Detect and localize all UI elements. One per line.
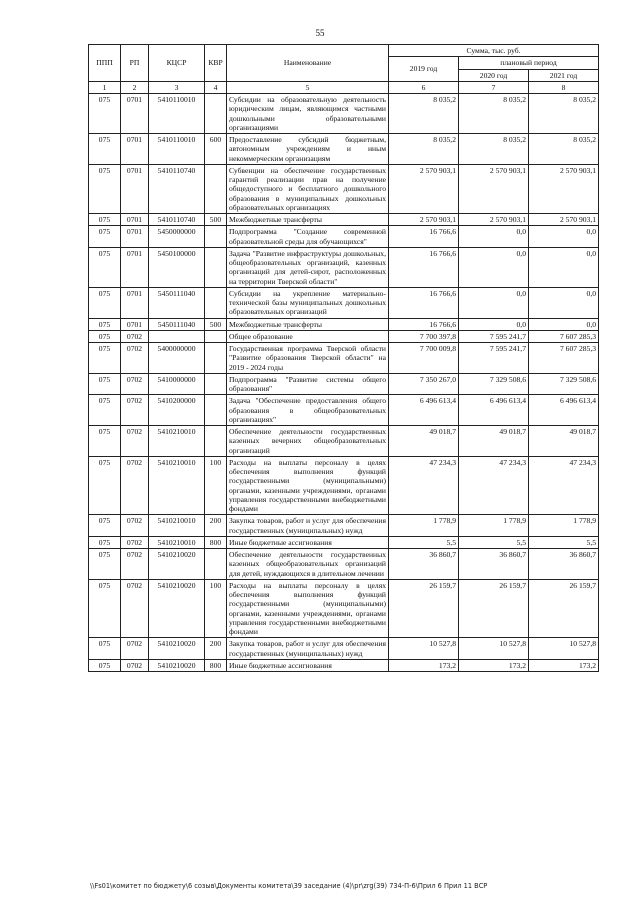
table-row <box>89 638 599 660</box>
column-number-row <box>89 81 599 93</box>
cell-2020: 8 035,2 <box>459 134 529 165</box>
cell-2021: 0,0 <box>529 247 599 287</box>
cell-2021: 1 778,9 <box>529 515 599 537</box>
cell-2021: 6 496 613,4 <box>529 395 599 426</box>
cell-2020: 47 234,3 <box>459 456 529 515</box>
cell-kvr: 800 <box>205 536 227 548</box>
cell-kvr: 100 <box>205 456 227 515</box>
header-kvr: КВР <box>205 45 227 82</box>
column-number: 7 <box>459 81 529 93</box>
cell-kcsr: 5410210010 <box>149 456 205 515</box>
cell-name: Задача "Обеспечение предоставления общего образования в общеобразовательных организациях" <box>227 395 389 426</box>
table-row <box>89 226 599 248</box>
table-row <box>89 426 599 457</box>
cell-kcsr <box>149 330 205 342</box>
header-ppp: ППП <box>89 45 121 82</box>
cell-2021: 7 607 285,3 <box>529 330 599 342</box>
cell-ppp: 075 <box>89 638 121 660</box>
cell-kcsr: 5450000000 <box>149 226 205 248</box>
cell-2021: 47 234,3 <box>529 456 599 515</box>
cell-2021: 10 527,8 <box>529 638 599 660</box>
cell-rp: 0702 <box>121 456 149 515</box>
cell-2021: 8 035,2 <box>529 94 599 134</box>
cell-rp: 0701 <box>121 214 149 226</box>
cell-ppp: 075 <box>89 318 121 330</box>
table-row <box>89 373 599 395</box>
column-number: 5 <box>227 81 389 93</box>
cell-2021: 8 035,2 <box>529 134 599 165</box>
cell-rp: 0701 <box>121 164 149 213</box>
cell-ppp: 075 <box>89 164 121 213</box>
cell-kcsr: 5410210020 <box>149 549 205 580</box>
cell-kcsr: 5410210020 <box>149 659 205 671</box>
table-row <box>89 330 599 342</box>
cell-2021: 173,2 <box>529 659 599 671</box>
cell-name: Подпрограмма "Развитие системы общего образования" <box>227 373 389 395</box>
cell-kvr: 200 <box>205 638 227 660</box>
cell-2021: 2 570 903,1 <box>529 164 599 213</box>
cell-ppp: 075 <box>89 214 121 226</box>
cell-rp: 0701 <box>121 226 149 248</box>
cell-2021: 49 018,7 <box>529 426 599 457</box>
cell-kvr <box>205 94 227 134</box>
cell-kcsr: 5410210020 <box>149 638 205 660</box>
page-number: 55 <box>315 28 325 38</box>
cell-rp: 0701 <box>121 94 149 134</box>
table-row <box>89 579 599 638</box>
cell-kvr: 500 <box>205 318 227 330</box>
cell-2020: 7 329 508,6 <box>459 373 529 395</box>
cell-kvr <box>205 426 227 457</box>
table-row <box>89 134 599 165</box>
cell-rp: 0702 <box>121 373 149 395</box>
cell-2020: 2 570 903,1 <box>459 214 529 226</box>
cell-ppp: 075 <box>89 426 121 457</box>
cell-rp: 0702 <box>121 343 149 374</box>
cell-2019: 10 527,8 <box>389 638 459 660</box>
cell-kvr: 100 <box>205 579 227 638</box>
column-number: 8 <box>529 81 599 93</box>
table-row <box>89 94 599 134</box>
cell-name: Межбюджетные трансферты <box>227 214 389 226</box>
cell-rp: 0702 <box>121 638 149 660</box>
cell-2021: 5,5 <box>529 536 599 548</box>
cell-2019: 5,5 <box>389 536 459 548</box>
cell-ppp: 075 <box>89 226 121 248</box>
cell-2020: 10 527,8 <box>459 638 529 660</box>
cell-kvr <box>205 549 227 580</box>
header-2020: 2020 год <box>459 69 529 81</box>
cell-2021: 0,0 <box>529 318 599 330</box>
cell-rp: 0702 <box>121 330 149 342</box>
cell-2019: 47 234,3 <box>389 456 459 515</box>
cell-kvr <box>205 330 227 342</box>
cell-name: Субвенции на обеспечение государственных гарантий реализации прав на получение общедоступного и бесплатного дошкольного образования в муниципальных дошкольных образовательных организациях <box>227 164 389 213</box>
cell-ppp: 075 <box>89 579 121 638</box>
cell-2020: 1 778,9 <box>459 515 529 537</box>
cell-kvr: 600 <box>205 134 227 165</box>
cell-rp: 0702 <box>121 426 149 457</box>
footer-file-path: \\Fs01\комитет по бюджету\6 созыв\Документы комитета\39 заседание (4)\pr\zrg(39) 734-П-6\Прил 6 Прил 11 ВСР <box>90 882 488 890</box>
table-row <box>89 456 599 515</box>
cell-2020: 0,0 <box>459 318 529 330</box>
cell-kcsr: 5400000000 <box>149 343 205 374</box>
header-2021: 2021 год <box>529 69 599 81</box>
cell-kvr <box>205 164 227 213</box>
cell-kcsr: 5410110740 <box>149 214 205 226</box>
table-row <box>89 536 599 548</box>
table-row <box>89 318 599 330</box>
cell-name: Расходы на выплаты персоналу в целях обеспечения выполнения функций государственными (муниципальными) органами, казенными учреждениями, органами управления государственными внебюджетными фондами <box>227 456 389 515</box>
cell-2019: 8 035,2 <box>389 94 459 134</box>
cell-kvr: 500 <box>205 214 227 226</box>
table-row <box>89 287 599 318</box>
cell-2020: 8 035,2 <box>459 94 529 134</box>
cell-ppp: 075 <box>89 515 121 537</box>
cell-2020: 0,0 <box>459 287 529 318</box>
cell-2021: 7 329 508,6 <box>529 373 599 395</box>
cell-ppp: 075 <box>89 94 121 134</box>
table-row <box>89 214 599 226</box>
cell-2019: 16 766,6 <box>389 226 459 248</box>
cell-name: Предоставление субсидий бюджетным, автономным учреждениям и иным некоммерческим организациям <box>227 134 389 165</box>
cell-2020: 7 595 241,7 <box>459 330 529 342</box>
table-body <box>89 94 599 672</box>
cell-ppp: 075 <box>89 536 121 548</box>
cell-kcsr: 5410000000 <box>149 373 205 395</box>
cell-kvr <box>205 226 227 248</box>
cell-2019: 26 159,7 <box>389 579 459 638</box>
column-number: 2 <box>121 81 149 93</box>
cell-rp: 0702 <box>121 579 149 638</box>
cell-2021: 7 607 285,3 <box>529 343 599 374</box>
cell-2019: 7 700 397,8 <box>389 330 459 342</box>
cell-2019: 16 766,6 <box>389 318 459 330</box>
budget-table <box>88 44 599 672</box>
cell-rp: 0702 <box>121 549 149 580</box>
cell-rp: 0702 <box>121 395 149 426</box>
cell-kvr <box>205 287 227 318</box>
cell-kvr <box>205 247 227 287</box>
cell-ppp: 075 <box>89 343 121 374</box>
cell-2020: 0,0 <box>459 226 529 248</box>
cell-rp: 0702 <box>121 659 149 671</box>
cell-name: Государственная программа Тверской области "Развитие образования Тверской области" на 2019 - 2024 годы <box>227 343 389 374</box>
cell-2021: 0,0 <box>529 287 599 318</box>
cell-2021: 0,0 <box>529 226 599 248</box>
cell-name: Иные бюджетные ассигнования <box>227 659 389 671</box>
cell-2019: 36 860,7 <box>389 549 459 580</box>
cell-name: Обеспечение деятельности государственных казенных вечерних общеобразовательных организаций <box>227 426 389 457</box>
cell-ppp: 075 <box>89 247 121 287</box>
cell-ppp: 075 <box>89 287 121 318</box>
header-name: Наименование <box>227 45 389 82</box>
cell-2019: 1 778,9 <box>389 515 459 537</box>
cell-kcsr: 5450100000 <box>149 247 205 287</box>
cell-2021: 2 570 903,1 <box>529 214 599 226</box>
cell-2020: 36 860,7 <box>459 549 529 580</box>
table-row <box>89 247 599 287</box>
table-row <box>89 343 599 374</box>
cell-2019: 49 018,7 <box>389 426 459 457</box>
cell-kvr: 200 <box>205 515 227 537</box>
cell-2019: 173,2 <box>389 659 459 671</box>
cell-2020: 26 159,7 <box>459 579 529 638</box>
cell-2021: 26 159,7 <box>529 579 599 638</box>
cell-2019: 2 570 903,1 <box>389 164 459 213</box>
cell-kcsr: 5410110740 <box>149 164 205 213</box>
cell-2020: 173,2 <box>459 659 529 671</box>
column-number: 6 <box>389 81 459 93</box>
cell-name: Субсидии на укрепление материально-технической базы муниципальных дошкольных образовательных организаций <box>227 287 389 318</box>
column-number: 3 <box>149 81 205 93</box>
cell-name: Расходы на выплаты персоналу в целях обеспечения выполнения функций государственными (муниципальными) органами, казенными учреждениями, органами управления государственными внебюджетными фондами <box>227 579 389 638</box>
cell-kcsr: 5410210010 <box>149 515 205 537</box>
cell-kcsr: 5450111040 <box>149 318 205 330</box>
cell-kcsr: 5410110010 <box>149 134 205 165</box>
header-2019: 2019 год <box>389 57 459 82</box>
header-kcsr: КЦСР <box>149 45 205 82</box>
cell-name: Подпрограмма "Создание современной образовательной среды для обучающихся" <box>227 226 389 248</box>
cell-kcsr: 5450111040 <box>149 287 205 318</box>
cell-rp: 0701 <box>121 287 149 318</box>
cell-name: Межбюджетные трансферты <box>227 318 389 330</box>
cell-kcsr: 5410110010 <box>149 94 205 134</box>
cell-ppp: 075 <box>89 549 121 580</box>
cell-2020: 49 018,7 <box>459 426 529 457</box>
cell-name: Задача "Развитие инфраструктуры дошкольных, общеобразовательных организаций, казенных организаций для детей-сирот, расположенных на территории Тверской области" <box>227 247 389 287</box>
cell-2019: 8 035,2 <box>389 134 459 165</box>
cell-kvr <box>205 373 227 395</box>
table-row <box>89 549 599 580</box>
cell-2020: 6 496 613,4 <box>459 395 529 426</box>
cell-2020: 0,0 <box>459 247 529 287</box>
cell-rp: 0701 <box>121 247 149 287</box>
cell-rp: 0702 <box>121 536 149 548</box>
cell-ppp: 075 <box>89 134 121 165</box>
cell-2019: 16 766,6 <box>389 287 459 318</box>
header-planned-period: плановый период <box>459 57 599 69</box>
cell-2020: 7 595 241,7 <box>459 343 529 374</box>
column-number: 1 <box>89 81 121 93</box>
cell-name: Субсидии на образовательную деятельность юридическим лицам, являющимся частными дошкольными образовательными организациями <box>227 94 389 134</box>
header-rp: РП <box>121 45 149 82</box>
cell-2020: 2 570 903,1 <box>459 164 529 213</box>
table-header <box>89 45 599 94</box>
cell-kcsr: 5410210010 <box>149 426 205 457</box>
cell-name: Иные бюджетные ассигнования <box>227 536 389 548</box>
cell-kcsr: 5410210020 <box>149 579 205 638</box>
cell-2019: 7 700 009,8 <box>389 343 459 374</box>
cell-name: Обеспечение деятельности государственных казенных общеобразовательных организаций для детей, нуждающихся в длительном лечении <box>227 549 389 580</box>
table-row <box>89 395 599 426</box>
cell-ppp: 075 <box>89 456 121 515</box>
header-sum: Сумма, тыс. руб. <box>389 45 599 57</box>
cell-kcsr: 5410200000 <box>149 395 205 426</box>
cell-ppp: 075 <box>89 373 121 395</box>
cell-name: Закупка товаров, работ и услуг для обеспечения государственных (муниципальных) нужд <box>227 638 389 660</box>
cell-name: Закупка товаров, работ и услуг для обеспечения государственных (муниципальных) нужд <box>227 515 389 537</box>
cell-rp: 0701 <box>121 134 149 165</box>
cell-ppp: 075 <box>89 395 121 426</box>
cell-kcsr: 5410210010 <box>149 536 205 548</box>
table-row <box>89 164 599 213</box>
cell-2020: 5,5 <box>459 536 529 548</box>
cell-2019: 6 496 613,4 <box>389 395 459 426</box>
cell-rp: 0702 <box>121 515 149 537</box>
cell-ppp: 075 <box>89 659 121 671</box>
cell-2019: 16 766,6 <box>389 247 459 287</box>
cell-2021: 36 860,7 <box>529 549 599 580</box>
cell-kvr <box>205 395 227 426</box>
column-number: 4 <box>205 81 227 93</box>
cell-kvr <box>205 343 227 374</box>
cell-name: Общее образование <box>227 330 389 342</box>
cell-2019: 7 350 267,0 <box>389 373 459 395</box>
cell-2019: 2 570 903,1 <box>389 214 459 226</box>
cell-ppp: 075 <box>89 330 121 342</box>
cell-rp: 0701 <box>121 318 149 330</box>
table-row <box>89 515 599 537</box>
cell-kvr: 800 <box>205 659 227 671</box>
table-row <box>89 659 599 671</box>
